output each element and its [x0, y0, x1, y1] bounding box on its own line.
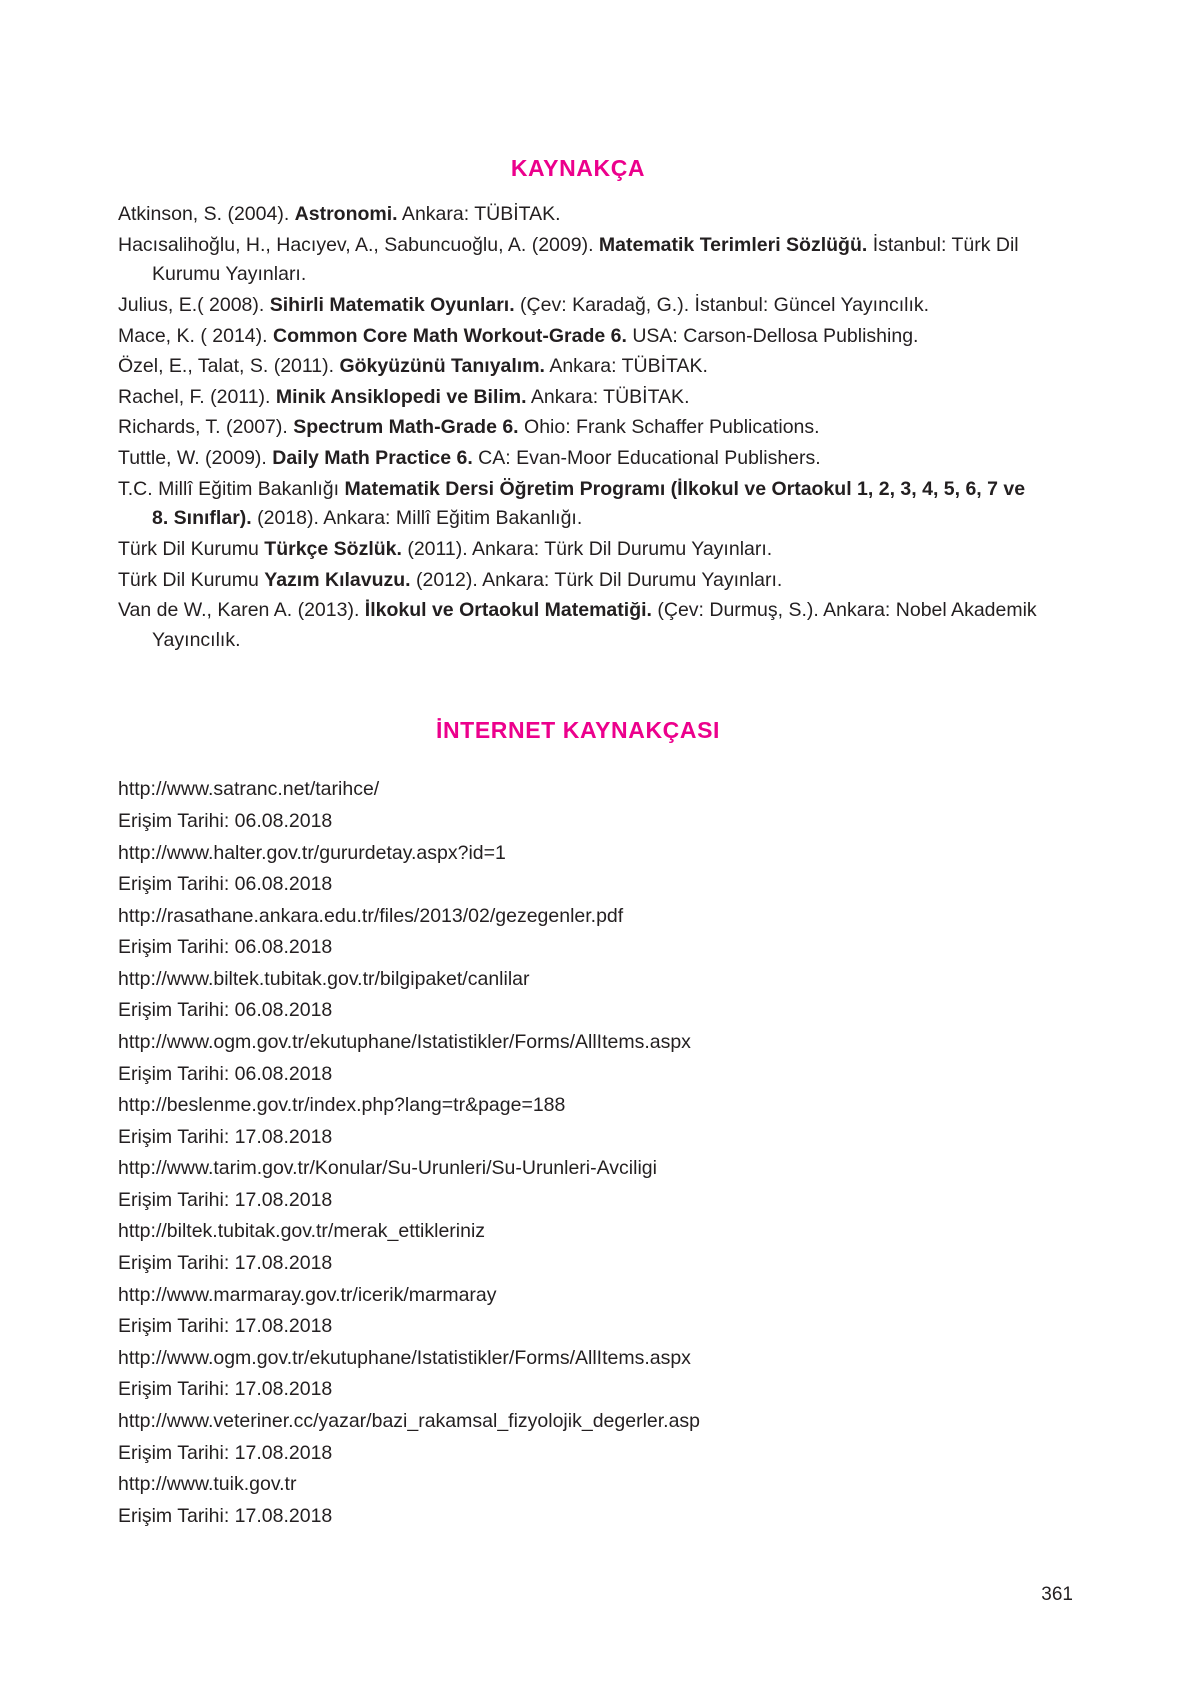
entry-text: Ankara: TÜBİTAK. — [544, 355, 708, 378]
entry-text: (2018). Ankara: Millî Eğitim Bakanlığı. — [251, 507, 583, 530]
entry-text: Türk Dil Kurumu — [118, 568, 265, 591]
internet-source-access-date: Erişim Tarihi: 17.08.2018 — [118, 1188, 333, 1211]
internet-source-url: http://biltek.tubitak.gov.tr/merak_ettikleriniz — [118, 1220, 486, 1243]
entry-text: Atkinson, S. (2004). — [118, 203, 295, 225]
entry-text: (2011). Ankara: Türk Dil Durumu Yayınları. — [401, 537, 773, 560]
entry-title: İlkokul ve Ortaokul Matematiği. — [364, 599, 652, 622]
entry-text: Özel, E., Talat, S. (2011). — [118, 355, 340, 378]
internet-source-url: http://www.ogm.gov.tr/ekutuphane/Istatistikler/Forms/AllItems.aspx — [118, 1031, 691, 1053]
bibliography-entry — [118, 231, 1038, 290]
bibliography-entry — [118, 383, 1038, 413]
internet-source-url: http://www.marmaray.gov.tr/icerik/marmaray — [118, 1283, 497, 1306]
entry-title: Gökyüzünü Tanıyalım. — [339, 355, 545, 378]
bibliography-entry — [118, 566, 1038, 596]
entry-text: CA: Evan-Moor Educational Publishers. — [472, 447, 821, 469]
internet-source-url: http://www.veteriner.cc/yazar/bazi_rakamsal_fizyolojik_degerler.asp — [118, 1409, 701, 1432]
entry-text: Tuttle, W. (2009). — [118, 447, 273, 469]
internet-source-access-date: Erişim Tarihi: 17.08.2018 — [118, 1125, 333, 1148]
bibliography-entry — [118, 200, 1038, 230]
entry-title: Türkçe Sözlük. — [264, 537, 402, 560]
internet-source-access-date: Erişim Tarihi: 17.08.2018 — [118, 1378, 333, 1401]
internet-source-url: http://rasathane.ankara.edu.tr/files/2013/02/gezegenler.pdf — [118, 904, 624, 927]
entry-title: Sihirli Matematik Oyunları. — [269, 293, 515, 316]
entry-title: Minik Ansiklopedi ve Bilim. — [275, 385, 527, 408]
bibliography-heading: KAYNAKÇA — [510, 155, 646, 181]
entry-text: Van de W., Karen A. (2013). — [118, 599, 365, 622]
internet-source-access-date: Erişim Tarihi: 06.08.2018 — [118, 999, 333, 1022]
internet-source-access-date: Erişim Tarihi: 17.08.2018 — [118, 1504, 333, 1527]
entry-text: (2012). Ankara: Türk Dil Durumu Yayınları. — [410, 568, 783, 591]
internet-source-access-date: Erişim Tarihi: 17.08.2018 — [118, 1315, 333, 1338]
internet-bibliography-list — [118, 774, 1038, 1532]
internet-source-access-date: Erişim Tarihi: 17.08.2018 — [118, 1252, 333, 1275]
bibliography-entry — [118, 291, 1038, 321]
entry-text: Ankara: TÜBİTAK. — [397, 203, 561, 225]
internet-source-access-date: Erişim Tarihi: 06.08.2018 — [118, 936, 333, 959]
internet-source-url: http://beslenme.gov.tr/index.php?lang=tr&page=188 — [118, 1094, 566, 1117]
entry-text: Richards, T. (2007). — [118, 416, 294, 439]
bibliography-entry — [118, 352, 1038, 382]
internet-source-url: http://www.satranc.net/tarihce/ — [118, 778, 380, 801]
internet-bibliography-heading: İNTERNET KAYNAKÇASI — [435, 717, 721, 744]
entry-title: Daily Math Practice 6. — [272, 447, 473, 469]
entry-text: T.C. Millî Eğitim Bakanlığı — [118, 477, 345, 500]
entry-text: Ohio: Frank Schaffer Publications. — [518, 416, 820, 439]
internet-source-url: http://www.biltek.tubitak.gov.tr/bilgipaket/canlilar — [118, 967, 530, 990]
entry-text: Ankara: TÜBİTAK. — [526, 385, 690, 408]
internet-source-access-date: Erişim Tarihi: 06.08.2018 — [118, 873, 333, 896]
internet-source-url: http://www.tuik.gov.tr — [118, 1473, 297, 1496]
entry-text: USA: Carson-Dellosa Publishing. — [626, 324, 919, 347]
entry-title: Matematik Dersi Öğretim Programı (İlkokul ve Ortaokul 1, 2, 3, 4, 5, 6, 7 ve 8. Sınıflar). — [152, 477, 1026, 530]
bibliography-entry — [118, 475, 1038, 534]
bibliography-entry — [118, 322, 1038, 352]
internet-source-access-date: Erişim Tarihi: 17.08.2018 — [118, 1441, 333, 1464]
bibliography-entry — [118, 535, 1038, 565]
entry-text: Julius, E.( 2008). — [118, 293, 270, 316]
entry-text: İstanbul: Türk Dil Kurumu Yayınları. — [152, 233, 1019, 286]
entry-title: Matematik Terimleri Sözlüğü. — [598, 233, 868, 256]
entry-title: Common Core Math Workout-Grade 6. — [272, 324, 627, 347]
bibliography-entry — [118, 444, 1038, 474]
entry-text: (Çev: Durmuş, S.). Ankara: Nobel Akademik Yayıncılık. — [152, 599, 1037, 651]
page-content — [118, 155, 1038, 1532]
internet-source-url: http://www.ogm.gov.tr/ekutuphane/Istatistikler/Forms/AllItems.aspx — [118, 1346, 691, 1369]
page-number: 361 — [1041, 1584, 1073, 1605]
entry-text: Hacısalihoğlu, H., Hacıyev, A., Sabuncuoğlu, A. (2009). — [118, 233, 599, 256]
bibliography-entry — [118, 413, 1038, 443]
entry-title: Spectrum Math-Grade 6. — [293, 416, 519, 439]
entry-text: Mace, K. ( 2014). — [118, 324, 273, 347]
internet-source-url: http://www.halter.gov.tr/gururdetay.aspx?id=1 — [118, 841, 506, 864]
entry-title: Astronomi. — [294, 203, 398, 225]
entry-title: Yazım Kılavuzu. — [264, 568, 411, 591]
entry-text: Türk Dil Kurumu — [118, 537, 265, 560]
bibliography-list — [118, 200, 1038, 655]
internet-source-url: http://www.tarim.gov.tr/Konular/Su-Urunleri/Su-Urunleri-Avciligi — [118, 1157, 657, 1180]
bibliography-entry — [118, 596, 1038, 655]
entry-text: Rachel, F. (2011). — [118, 385, 276, 408]
internet-source-access-date: Erişim Tarihi: 06.08.2018 — [118, 1062, 333, 1085]
internet-source-access-date: Erişim Tarihi: 06.08.2018 — [118, 809, 333, 832]
entry-text: (Çev: Karadağ, G.). İstanbul: Güncel Yayıncılık. — [514, 293, 930, 316]
